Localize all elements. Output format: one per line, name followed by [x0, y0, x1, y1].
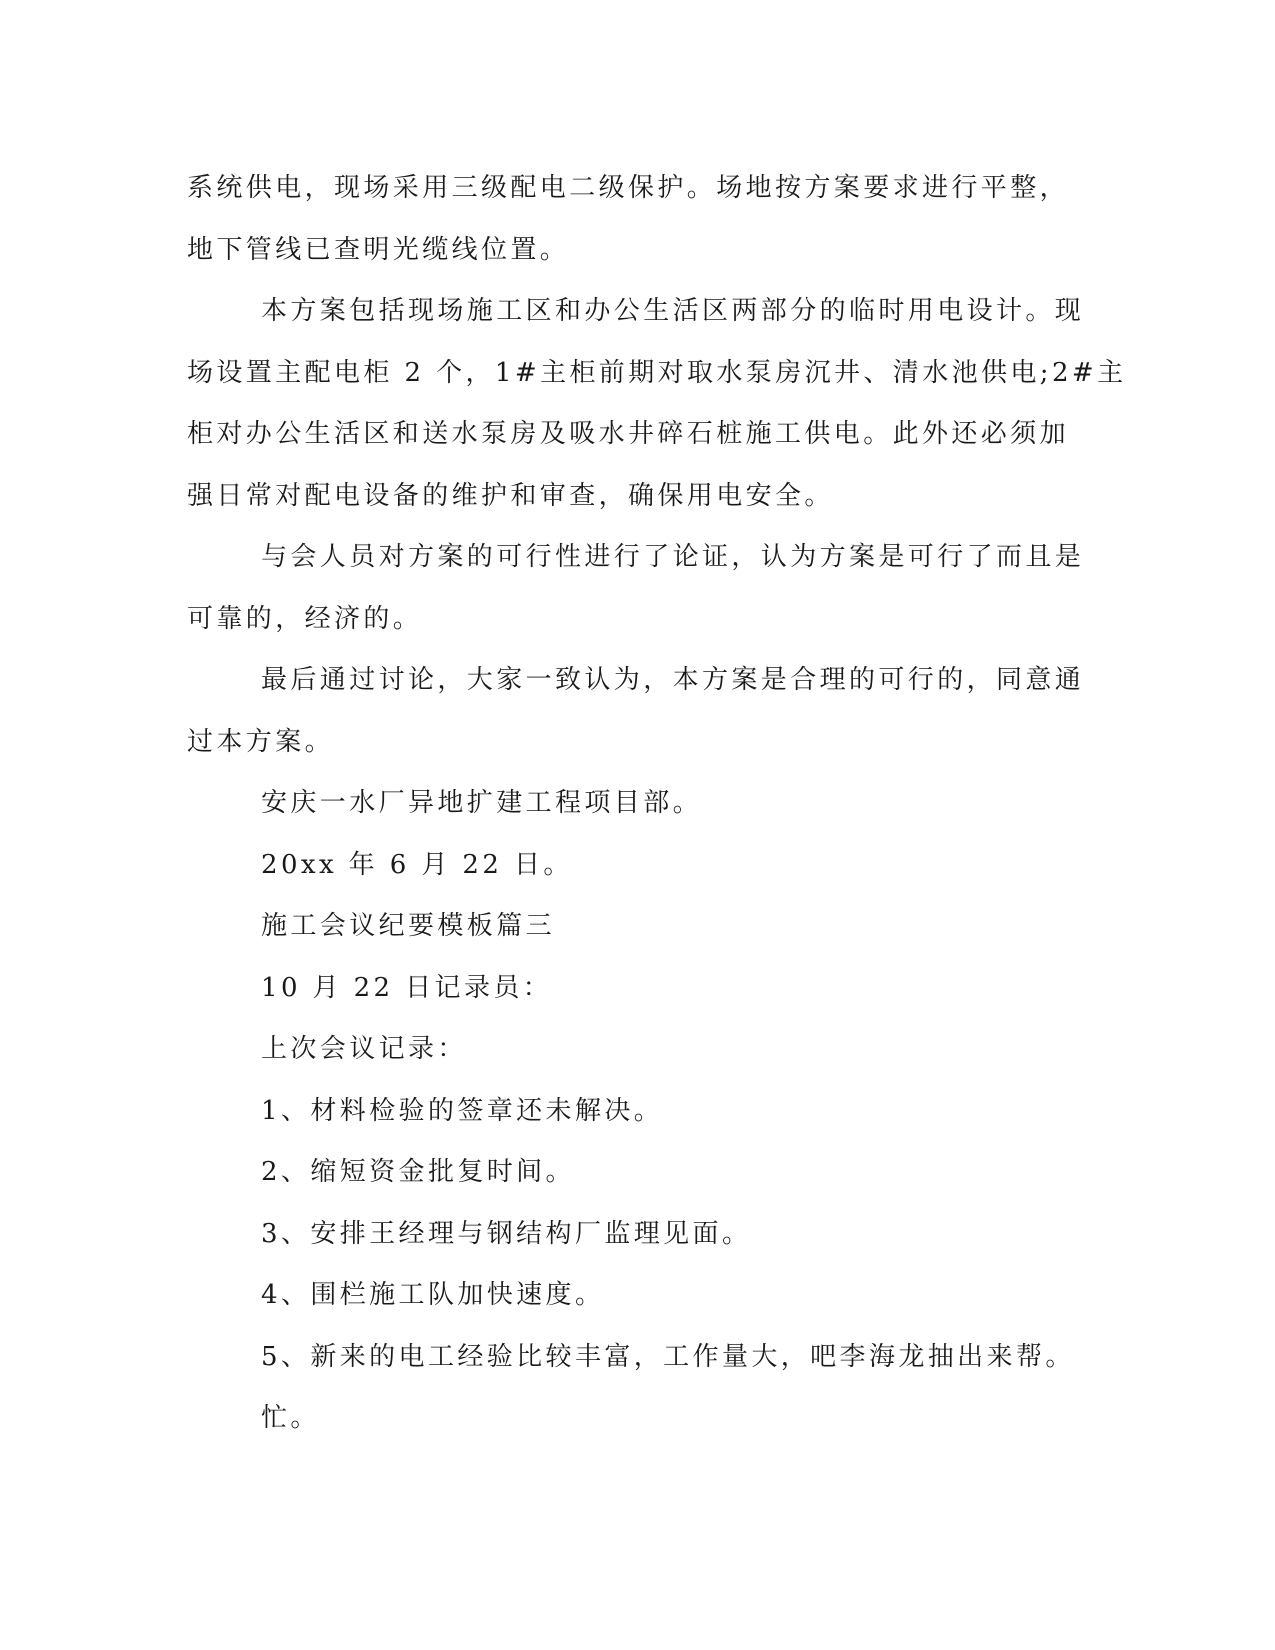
organization-line: 安庆一水厂异地扩建工程项目部。 — [261, 788, 703, 818]
list-item: 2、缩短资金批复时间。 — [261, 1157, 575, 1187]
text-line: 柜对办公生活区和送水泵房及吸水井碎石桩施工供电。此外还必须加 — [187, 419, 1070, 449]
list-item: 3、安排王经理与钢结构厂监理见面。 — [261, 1218, 752, 1249]
list-item: 4、围栏施工队加快速度。 — [261, 1280, 605, 1310]
text-line: 与会人员对方案的可行性进行了论证，认为方案是可行了而且是 — [261, 542, 1085, 572]
list-item-continuation: 忙。 — [261, 1403, 320, 1433]
text-line: 可靠的，经济的。 — [187, 603, 423, 634]
text-line: 场设置主配电柜 2 个，1#主柜前期对取水泵房沉井、清水池供电;2#主 — [187, 357, 1127, 388]
text-line: 系统供电，现场采用三级配电二级保护。场地按方案要求进行平整， — [187, 173, 1070, 203]
list-item: 5、新来的电工经验比较丰富，工作量大，吧李海龙抽出来帮。 — [261, 1341, 1075, 1372]
document-body — [187, 158, 1127, 1450]
date-line: 20xx 年 6 月 22 日。 — [261, 849, 573, 880]
text-line: 本方案包括现场施工区和办公生活区两部分的临时用电设计。现 — [261, 296, 1085, 326]
text-line: 过本方案。 — [187, 726, 335, 757]
text-line: 最后通过讨论，大家一致认为，本方案是合理的可行的，同意通 — [261, 665, 1085, 695]
recorder-line: 10 月 22 日记录员： — [261, 972, 553, 1003]
section-heading: 施工会议纪要模板篇三 — [261, 911, 556, 941]
text-line: 地下管线已查明光缆线位置。 — [187, 234, 570, 265]
list-item: 1、材料检验的签章还未解决。 — [261, 1095, 664, 1126]
previous-minutes-heading: 上次会议记录： — [261, 1034, 467, 1064]
text-line: 强日常对配电设备的维护和审查，确保用电安全。 — [187, 480, 834, 511]
